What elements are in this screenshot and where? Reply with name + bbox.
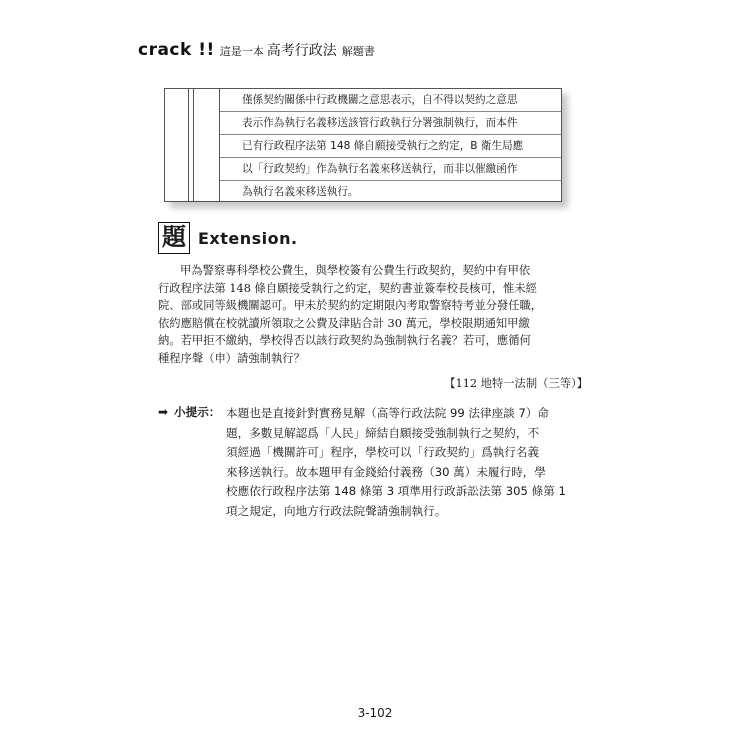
- extension-heading: [158, 222, 298, 254]
- header-text-prefix: 這是一本: [219, 45, 264, 58]
- arrow-right-icon: ➡: [158, 405, 169, 419]
- brand-logo: crack !!: [138, 40, 215, 60]
- question-line: 依約應賠償在校就讀所領取之公費及津貼合計 30 萬元，學校限期通知甲繳: [158, 316, 530, 330]
- hint-line: 題，多數見解認爲「人民」締結自願接受強制執行之契約，不: [226, 425, 540, 440]
- extension-label: Extension.: [198, 228, 298, 248]
- running-header: [138, 40, 375, 60]
- table-row: 為執行名義來移送執行。: [242, 186, 359, 198]
- page-number: 3-102: [357, 706, 393, 720]
- hint-line: 本題也是直接針對實務見解（高等行政法院 99 法律座談 7）命: [226, 406, 550, 420]
- hint-line: 校應依行政程序法第 148 條第 3 項準用行政訴訟法第 305 條第 1: [226, 484, 566, 499]
- question-line: 行政程序法第 148 條自願接受執行之約定，契約書並簽奉校長核可，惟未經: [158, 281, 537, 295]
- header-book-title: 高考行政法: [266, 43, 337, 59]
- hint-line: 項之規定，向地方行政法院聲請強制執行。: [226, 503, 447, 518]
- question-text: [158, 262, 588, 368]
- answer-table: [164, 88, 562, 202]
- question-badge: 題: [158, 222, 190, 254]
- question-line: 甲為警察專科學校公費生，與學校簽有公費生行政契約，契約中有甲依: [180, 264, 531, 277]
- question-line: 納。若甲拒不繳納，學校得否以該行政契約為強制執行名義？若可，應循何: [158, 334, 531, 348]
- table-row: 已有行政程序法第 148 條自願接受執行之約定，B 衛生局應: [220, 135, 561, 158]
- table-row: 僅係契約關係中行政機關之意思表示，自不得以契約之意思: [220, 89, 561, 112]
- hint-body: [226, 404, 596, 522]
- hint-line: 來移送執行。故本題甲有金錢給付義務（30 萬）未履行時，學: [226, 464, 546, 479]
- table-row: 表示作為執行名義移送該管行政執行分署強制執行，而本件: [220, 112, 561, 135]
- header-text-suffix: 解題書: [341, 45, 375, 58]
- hint-label: 小提示：: [174, 405, 221, 419]
- question-line: 院、部或同等級機關認可。甲未於契約約定期限內考取警察特考並分發任職，: [158, 299, 543, 313]
- table-left-column: [165, 89, 194, 201]
- table-rows: [219, 89, 561, 201]
- table-row: 以「行政契約」作為執行名義來移送執行，而非以催繳函作: [220, 158, 561, 181]
- hint-line: 須經過「機關許可」程序，學校可以「行政契約」爲執行名義: [226, 445, 540, 460]
- question-line: 種程序聲（申）請強制執行？: [158, 351, 305, 365]
- hint-heading: [158, 404, 220, 420]
- question-source: 【112 地特一法制（三等）】: [444, 377, 588, 390]
